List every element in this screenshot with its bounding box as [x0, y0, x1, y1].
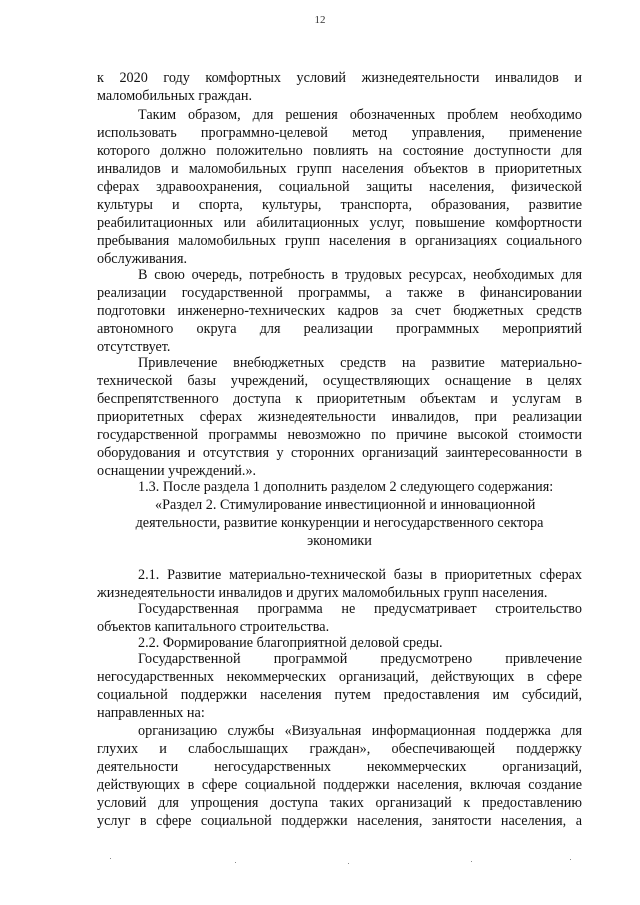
text-line: технической базы учреждений, осуществляющих оснащение в целях — [97, 373, 582, 389]
section-heading: деятельности, развитие конкуренции и негосударственного сектора — [135, 515, 544, 531]
text-line: условий для упрощения доступа таких организаций к предоставлению — [97, 795, 582, 811]
scan-speck — [235, 862, 236, 863]
text-line: 2.2. Формирование благоприятной деловой среды. — [138, 635, 443, 651]
text-line: жизнедеятельности инвалидов и других маломобильных групп населения. — [97, 585, 548, 601]
text-line: государственной программы невозможно по причине высокой стоимости — [97, 427, 582, 443]
text-line: маломобильных граждан. — [97, 88, 253, 104]
text-line: инвалидов и маломобильных групп населения объектов в приоритетных — [97, 161, 582, 177]
text-line: направленных на: — [97, 705, 205, 721]
text-line: реабилитационных или абилитационных услуг, повышение комфортности — [97, 215, 582, 231]
text-line: автономного округа для реализации программных мероприятий — [97, 321, 582, 337]
scan-speck — [348, 863, 349, 864]
section-heading: экономики — [307, 533, 372, 549]
text-line: сферах здравоохранения, социальной защиты населения, физической — [97, 179, 582, 195]
page-number: 12 — [314, 14, 326, 26]
text-line: негосударственных некоммерческих организаций, действующих в сфере — [97, 669, 582, 685]
text-line: Таким образом, для решения обозначенных проблем необходимо — [138, 107, 582, 123]
text-line: 1.3. После раздела 1 дополнить разделом 2 следующего содержания: — [138, 479, 554, 495]
text-line: оборудования и отсутствия у сторонних организаций заинтересованности в — [97, 445, 582, 461]
text-line: 2.1. Развитие материально-технической базы в приоритетных сферах — [138, 567, 582, 583]
text-line: Государственной программой предусмотрено привлечение — [138, 651, 582, 667]
text-line: обслуживания. — [97, 251, 188, 267]
text-line: оснащении учреждений.». — [97, 463, 257, 479]
text-line: услуг в сфере социальной поддержки населения, занятости населения, а — [97, 813, 582, 829]
text-line: глухих и слабослышащих граждан», обеспечивающей поддержку — [97, 741, 582, 757]
text-line: объектов капитального строительства. — [97, 619, 330, 635]
text-line: пребывания маломобильных групп населения в организациях социального — [97, 233, 582, 249]
text-line: подготовки инженерно-технических кадров за счет бюджетных средств — [97, 303, 582, 319]
text-line: реализации государственной программы, а также в финансировании — [97, 285, 582, 301]
text-line: Привлечение внебюджетных средств на развитие материально- — [138, 355, 582, 371]
text-line: к 2020 году комфортных условий жизнедеятельности инвалидов и — [97, 70, 582, 86]
text-line: использовать программно-целевой метод управления, применение — [97, 125, 582, 141]
section-heading: «Раздел 2. Стимулирование инвестиционной и инновационной — [155, 497, 536, 513]
text-line: приоритетных сферах жизнедеятельности инвалидов, при реализации — [97, 409, 582, 425]
text-line: организацию службы «Визуальная информационная поддержка для — [138, 723, 582, 739]
text-line: культуры и спорта, культуры, транспорта, образования, развитие — [97, 197, 582, 213]
text-line: Государственная программа не предусматривает строительство — [138, 601, 582, 617]
text-line: В свою очередь, потребность в трудовых ресурсах, необходимых для — [138, 267, 582, 283]
text-line: которого должно положительно повлиять на состояние доступности для — [97, 143, 582, 159]
text-line: социальной поддержки населения путем предоставления им субсидий, — [97, 687, 582, 703]
text-line: действующих в сфере социальной поддержки населения, включая создание — [97, 777, 582, 793]
text-line: отсутствует. — [97, 339, 171, 355]
scan-speck — [570, 859, 571, 860]
text-line: деятельности негосударственных некоммерческих организаций, — [97, 759, 582, 775]
scan-speck — [110, 858, 111, 859]
scan-speck — [471, 861, 472, 862]
text-line: беспрепятственного доступа к приоритетным объектам и услугам в — [97, 391, 582, 407]
